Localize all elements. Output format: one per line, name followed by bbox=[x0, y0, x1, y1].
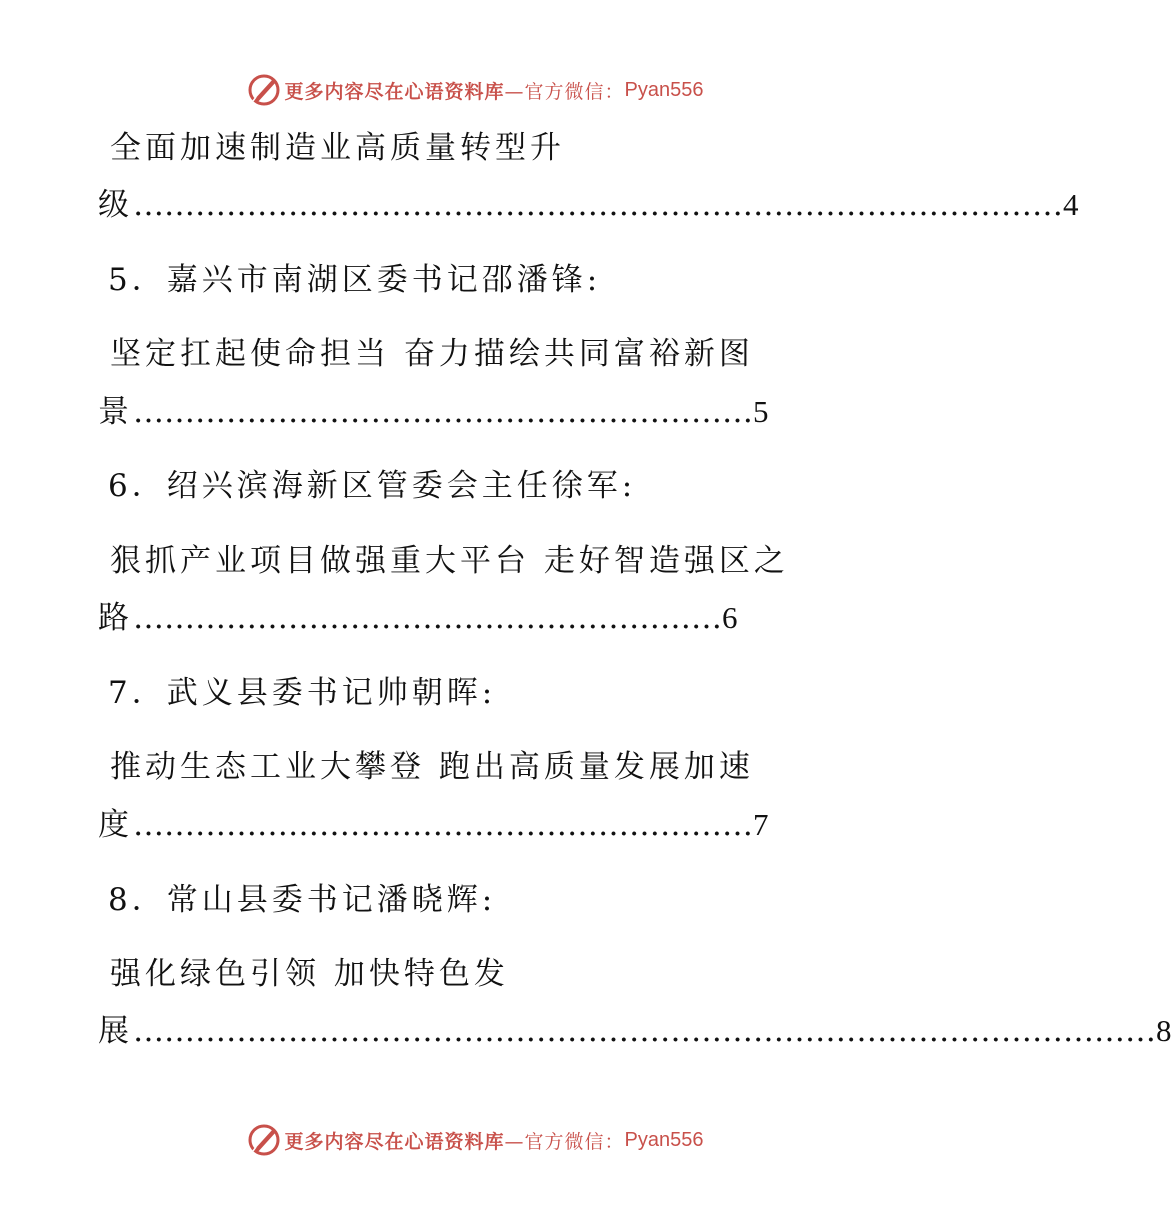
quill-pen-icon bbox=[247, 73, 281, 107]
toc-line-4[interactable] bbox=[98, 185, 1079, 225]
toc-title-5[interactable]: 坚定扛起使命担当 奋力描绘共同富裕新图 bbox=[110, 336, 754, 372]
toc-title-tail: 景 bbox=[98, 394, 133, 430]
toc-heading-5[interactable]: 5．嘉兴市南湖区委书记邵潘锋: bbox=[108, 262, 602, 298]
banner-wechat-label: —官方微信： bbox=[504, 80, 625, 103]
toc-title-tail: 展 bbox=[98, 1013, 133, 1049]
toc-line-7[interactable] bbox=[98, 805, 769, 845]
quill-pen-icon bbox=[247, 1123, 281, 1157]
toc-page-number: 4 bbox=[1063, 187, 1079, 222]
toc-leader-dots: ……………………………………………………………………………… bbox=[133, 187, 1063, 223]
toc-leader-dots: …………………………………………………… bbox=[133, 394, 753, 430]
toc-line-6[interactable] bbox=[98, 598, 738, 638]
banner-text: 更多内容尽在心语资料库 bbox=[284, 1130, 505, 1153]
toc-title-8[interactable]: 强化绿色引领 加快特色发 bbox=[110, 956, 509, 992]
toc-leader-dots: ………………………………………………… bbox=[133, 600, 722, 636]
banner-text: 更多内容尽在心语资料库 bbox=[284, 80, 505, 103]
toc-heading-6[interactable]: 6．绍兴滨海新区管委会主任徐军: bbox=[108, 468, 637, 504]
toc-page-number: 8 bbox=[1156, 1013, 1172, 1048]
toc-title-6[interactable]: 狠抓产业项目做强重大平台 走好智造强区之 bbox=[110, 543, 789, 579]
toc-leader-dots: …………………………………………………… bbox=[133, 807, 753, 843]
header-banner bbox=[0, 70, 950, 110]
toc-page-number: 7 bbox=[753, 807, 769, 842]
toc-title-4[interactable]: 全面加速制造业高质量转型升 bbox=[110, 130, 565, 166]
toc-title-tail: 路 bbox=[98, 600, 133, 636]
banner-wechat-id: Pyan556 bbox=[624, 1128, 704, 1151]
toc-leader-dots: ……………………………………………………………………………………… bbox=[133, 1013, 1156, 1049]
banner-wechat-label: —官方微信： bbox=[504, 1130, 625, 1153]
toc-line-8[interactable] bbox=[98, 1011, 1172, 1051]
toc-heading-7[interactable]: 7．武义县委书记帅朝晖: bbox=[108, 675, 497, 711]
toc-heading-8[interactable]: 8．常山县委书记潘晓辉: bbox=[108, 882, 497, 918]
toc-title-tail: 级 bbox=[98, 187, 133, 223]
toc-page-number: 6 bbox=[722, 600, 738, 635]
toc-title-tail: 度 bbox=[98, 807, 133, 843]
toc-page-number: 5 bbox=[753, 394, 769, 429]
banner-wechat-id: Pyan556 bbox=[624, 78, 704, 101]
toc-line-5[interactable] bbox=[98, 392, 769, 432]
toc-title-7[interactable]: 推动生态工业大攀登 跑出高质量发展加速 bbox=[110, 749, 754, 785]
footer-banner bbox=[0, 1120, 950, 1160]
